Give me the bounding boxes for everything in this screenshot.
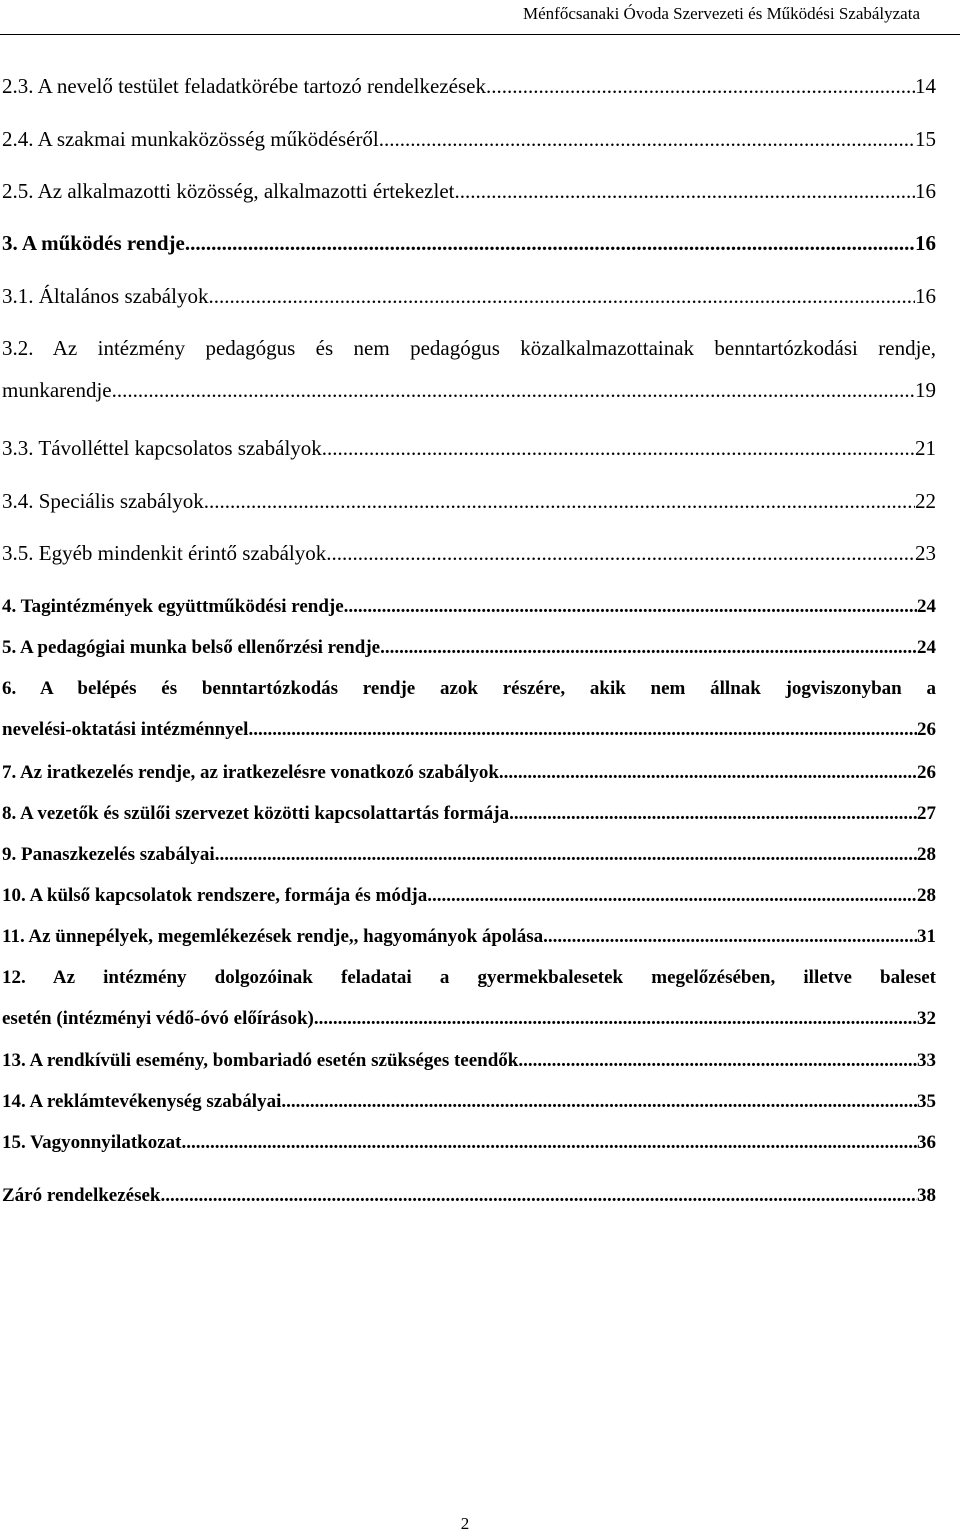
leader-dots [314, 1007, 917, 1031]
toc-entry-title: 3. A működés rendje [2, 231, 185, 255]
toc-entry-title: 2.5. Az alkalmazotti közösség, alkalmazotti értekezlet [2, 179, 455, 203]
toc-entry-page: 28 [917, 885, 936, 906]
toc-entry-title: Záró rendelkezések [2, 1185, 161, 1206]
toc-entry-page: 32 [917, 1008, 936, 1029]
toc-entry-14[interactable] [2, 1090, 936, 1114]
leader-dots [112, 378, 915, 402]
toc-entry-title: 7. Az iratkezelés rendje, az iratkezelésre vonatkozó szabályok [2, 762, 499, 783]
leader-dots [543, 925, 917, 949]
toc-entry-closing[interactable] [2, 1184, 936, 1208]
leader-dots [518, 1049, 917, 1073]
toc-entry-page: 16 [915, 179, 936, 203]
leader-dots [161, 1184, 918, 1208]
toc-entry-page: 23 [915, 541, 936, 565]
toc-entry-10[interactable] [2, 884, 936, 908]
leader-dots [509, 802, 917, 826]
toc-entry-12[interactable] [2, 966, 936, 1031]
leader-dots [185, 231, 915, 255]
toc-entry-5[interactable] [2, 636, 936, 660]
toc-entry-4[interactable] [2, 595, 936, 619]
toc-entry-title: 8. A vezetők és szülői szervezet közötti kapcsolattartás formája [2, 803, 510, 824]
toc-entry-3[interactable] [2, 231, 936, 255]
toc-entry-title: 3.1. Általános szabályok [2, 284, 209, 308]
toc-entry-page: 16 [915, 231, 936, 255]
leader-dots [248, 718, 917, 742]
toc-entry-9[interactable] [2, 843, 936, 867]
toc-entry-page: 33 [917, 1050, 936, 1071]
toc-entry-page: 21 [915, 436, 936, 460]
leader-dots [344, 595, 917, 619]
toc-entry-8[interactable] [2, 802, 936, 826]
toc-entry-title-line1: 12. Az intézmény dolgozóinak feladatai a gyermekbalesetek megelőzésében, illetve baleset [2, 967, 936, 988]
toc-entry-3-4[interactable] [2, 489, 936, 513]
toc-entry-title: esetén (intézményi védő-óvó előírások) [2, 1008, 314, 1029]
toc-entry-page: 38 [917, 1185, 936, 1206]
toc-entry-title: 9. Panaszkezelés szabályai [2, 844, 215, 865]
toc-entry-title: munkarendje [2, 378, 112, 402]
toc-entry-title: nevelési-oktatási intézménnyel [2, 719, 249, 740]
toc-entry-11[interactable] [2, 925, 936, 949]
page-number: 2 [460, 1514, 470, 1533]
toc-entry-2-4[interactable] [2, 127, 936, 151]
toc-entry-title: 11. Az ünnepélyek, megemlékezések rendje,, hagyományok ápolása [2, 926, 544, 947]
leader-dots [486, 74, 915, 98]
leader-dots [455, 179, 916, 203]
toc-entry-page: 16 [915, 284, 936, 308]
toc-entry-3-1[interactable] [2, 284, 936, 308]
toc-entry-page: 14 [915, 74, 936, 98]
leader-dots [379, 127, 915, 151]
toc-entry-page: 24 [917, 596, 936, 617]
toc-entry-page: 35 [917, 1091, 936, 1112]
toc-entry-page: 15 [915, 127, 936, 151]
toc-entry-title: 14. A reklámtevékenység szabályai [2, 1091, 282, 1112]
toc-entry-3-5[interactable] [2, 541, 936, 565]
toc-entry-title: 3.5. Egyéb mindenkit érintő szabályok [2, 541, 327, 565]
toc-entry-7[interactable] [2, 761, 936, 785]
toc-entry-title: 2.4. A szakmai munkaközösség működéséről [2, 127, 379, 151]
toc-entry-page: 26 [917, 762, 936, 783]
leader-dots [322, 436, 915, 460]
toc-entry-page: 26 [917, 719, 936, 740]
header-divider [0, 34, 960, 35]
toc-entry-title: 4. Tagintézmények együttműködési rendje [2, 596, 344, 617]
toc-entry-title: 5. A pedagógiai munka belső ellenőrzési rendje [2, 637, 381, 658]
toc-entry-title: 15. Vagyonnyilatkozat [2, 1132, 182, 1153]
toc-entry-2-5[interactable] [2, 179, 936, 203]
leader-dots [281, 1090, 917, 1114]
leader-dots [181, 1131, 917, 1155]
document-header: Ménfőcsanaki Óvoda Szervezeti és Működési Szabályzata [523, 4, 920, 23]
toc-entry-3-3[interactable] [2, 436, 936, 460]
toc-entry-page: 36 [917, 1132, 936, 1153]
toc-entry-title: 3.3. Távolléttel kapcsolatos szabályok [2, 436, 322, 460]
toc-entry-13[interactable] [2, 1049, 936, 1073]
toc-entry-title: 10. A külső kapcsolatok rendszere, formája és módja [2, 885, 428, 906]
toc-entry-title-line1: 3.2. Az intézmény pedagógus és nem pedagógus közalkalmazottainak benntartózkodási rendje, [2, 336, 936, 360]
leader-dots [204, 489, 915, 513]
leader-dots [215, 843, 917, 867]
toc-entry-page: 22 [915, 489, 936, 513]
toc-entry-6[interactable] [2, 677, 936, 742]
toc-entry-title-line1: 6. A belépés és benntartózkodás rendje azok részére, akik nem állnak jogviszonyban a [2, 678, 936, 699]
leader-dots [427, 884, 917, 908]
toc-entry-3-2[interactable] [2, 336, 936, 402]
leader-dots [326, 541, 915, 565]
toc-entry-title: 13. A rendkívüli esemény, bombariadó esetén szükséges teendők [2, 1050, 519, 1071]
toc-entry-page: 27 [917, 803, 936, 824]
toc-entry-page: 19 [915, 378, 936, 402]
toc-entry-title: 3.4. Speciális szabályok [2, 489, 204, 513]
toc-entry-15[interactable] [2, 1131, 936, 1155]
leader-dots [499, 761, 917, 785]
toc-entry-page: 24 [917, 637, 936, 658]
toc-entry-2-3[interactable] [2, 74, 936, 98]
toc-entry-page: 28 [917, 844, 936, 865]
leader-dots [380, 636, 917, 660]
toc-entry-page: 31 [917, 926, 936, 947]
leader-dots [208, 284, 915, 308]
toc-entry-title: 2.3. A nevelő testület feladatkörébe tartozó rendelkezések [2, 74, 486, 98]
